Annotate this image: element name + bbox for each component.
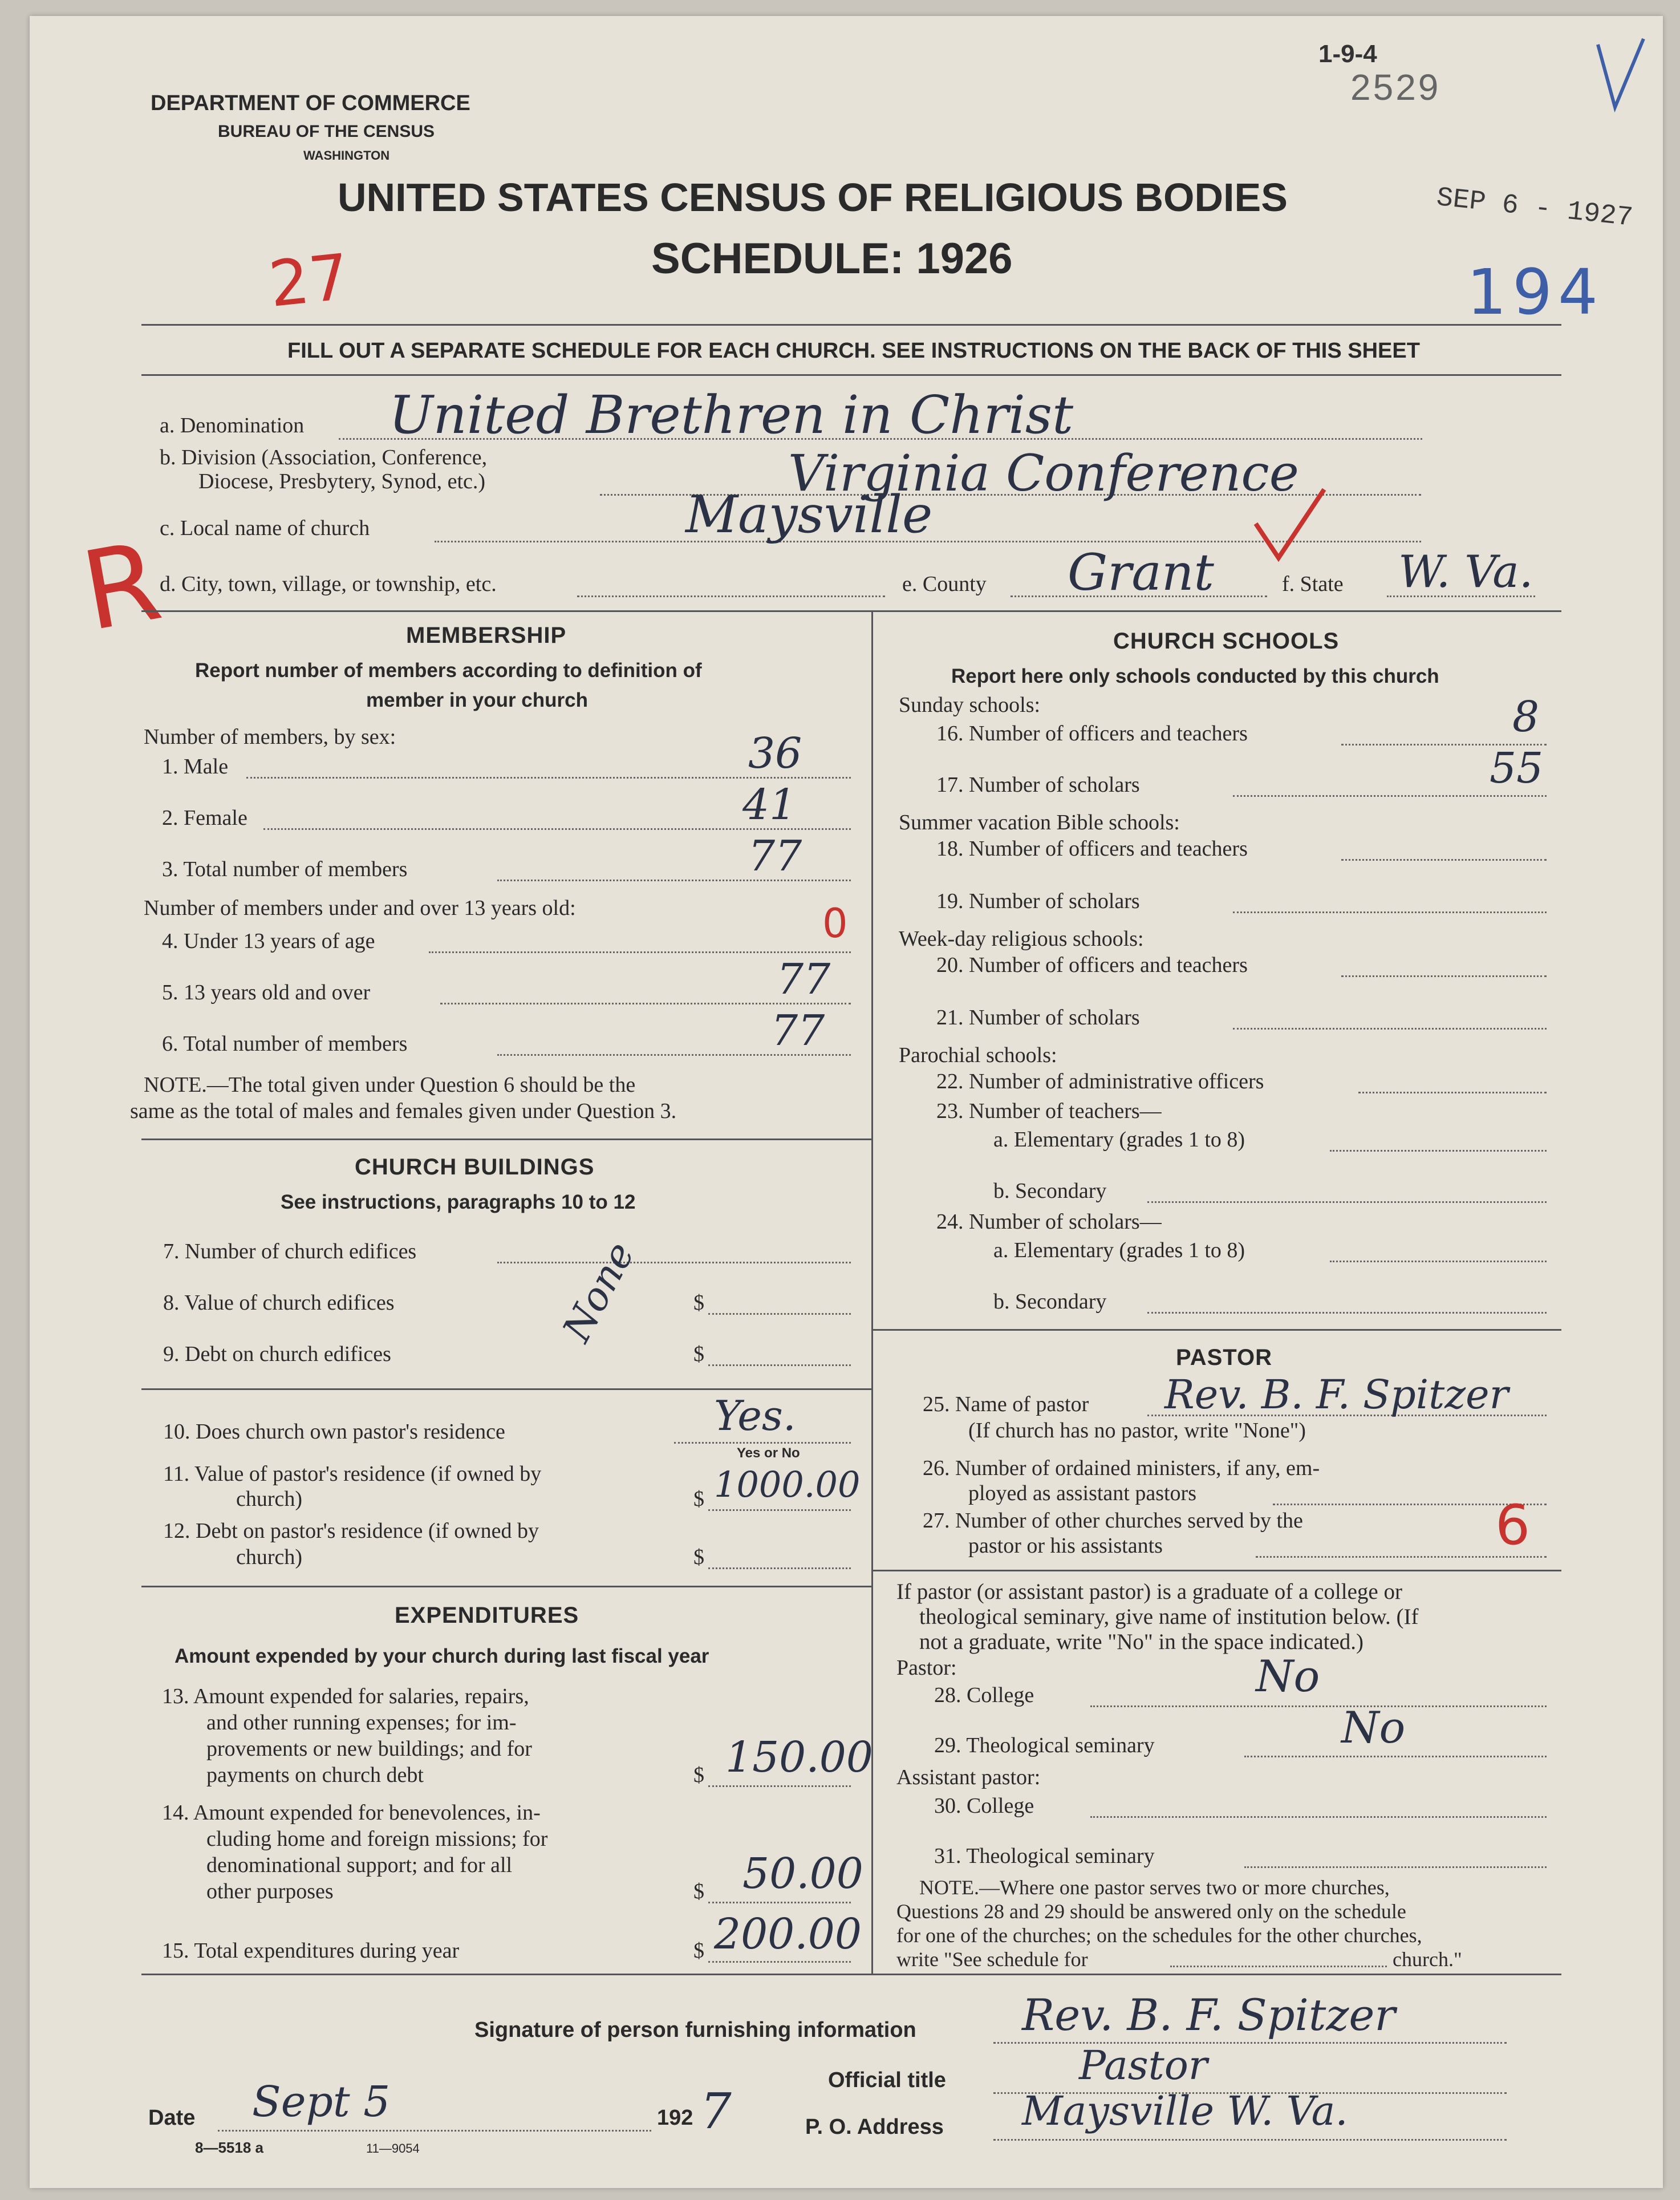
q8-dollar: $ xyxy=(693,1291,704,1315)
q13-line xyxy=(708,1785,851,1787)
q11-label-line1: 11. Value of pastor's residence (if owned by xyxy=(163,1462,542,1486)
q29-value: No xyxy=(1341,1702,1406,1753)
q2-value: 41 xyxy=(742,780,797,829)
divider-residence xyxy=(141,1388,871,1390)
graduate-instruction-line2: theological seminary, give name of institution below. (If xyxy=(919,1605,1419,1629)
expenditures-title: EXPENDITURES xyxy=(395,1603,579,1628)
q18-line xyxy=(1341,859,1547,861)
membership-title: MEMBERSHIP xyxy=(406,623,567,648)
separate-schedule-instruction: FILL OUT A SEPARATE SCHEDULE FOR EACH CHURCH. SEE INSTRUCTIONS ON THE BACK OF THIS SHEET xyxy=(287,339,1420,363)
county-value: Grant xyxy=(1068,543,1214,602)
sunday-schools-label: Sunday schools: xyxy=(899,693,1041,717)
q31-line xyxy=(1244,1866,1547,1868)
members-by-age-label: Number of members under and over 13 years old: xyxy=(144,896,576,920)
divider-top xyxy=(141,324,1561,326)
q9-line xyxy=(708,1364,851,1366)
q12-label-line1: 12. Debt on pastor's residence (if owned by xyxy=(163,1519,539,1543)
divider-buildings xyxy=(141,1139,871,1140)
pastor-note-line2: Questions 28 and 29 should be answered only on the schedule xyxy=(896,1900,1406,1923)
q27-label-line2: pastor or his assistants xyxy=(968,1534,1163,1558)
q23b-line xyxy=(1147,1201,1547,1203)
q24a-label: a. Elementary (grades 1 to 8) xyxy=(993,1238,1245,1262)
q15-label: 15. Total expenditures during year xyxy=(162,1939,460,1963)
divider-expenditures xyxy=(141,1586,871,1587)
pastor-note-line4a: write "See schedule for xyxy=(896,1948,1088,1971)
bureau-name: BUREAU OF THE CENSUS xyxy=(218,122,435,141)
pastor-subheading: Pastor: xyxy=(896,1656,957,1680)
official-title-label: Official title xyxy=(828,2068,946,2092)
print-code: 11—9054 xyxy=(366,2141,420,2156)
q29-label: 29. Theological seminary xyxy=(934,1733,1155,1757)
q19-line xyxy=(1233,911,1547,913)
yes-or-no-hint: Yes or No xyxy=(737,1445,800,1461)
assistant-pastor-subheading: Assistant pastor: xyxy=(896,1765,1041,1789)
q3-value: 77 xyxy=(748,832,802,881)
q28-line xyxy=(1090,1705,1547,1707)
form-title: UNITED STATES CENSUS OF RELIGIOUS BODIES xyxy=(338,175,1288,220)
margin-number-194: 194 xyxy=(1467,256,1604,329)
q12-line xyxy=(708,1567,851,1569)
q21-line xyxy=(1233,1028,1547,1030)
q13-label-line3: provements or new buildings; and for xyxy=(206,1737,532,1761)
q10-label: 10. Does church own pastor's residence xyxy=(163,1420,505,1444)
q20-label: 20. Number of officers and teachers xyxy=(936,953,1248,977)
graduate-instruction-line1: If pastor (or assistant pastor) is a graduate of a college or xyxy=(896,1579,1402,1604)
membership-note-line2: same as the total of males and females given under Question 3. xyxy=(130,1099,677,1123)
census-schedule-sheet xyxy=(30,16,1663,2188)
q5-value: 77 xyxy=(777,955,831,1004)
q1-label: 1. Male xyxy=(162,755,229,779)
q14-value: 50.00 xyxy=(742,1849,863,1898)
form-code: 8—5518 a xyxy=(195,2139,263,2156)
date-value: Sept 5 xyxy=(252,2077,391,2126)
official-title-value: Pastor xyxy=(1079,2042,1208,2089)
q30-line xyxy=(1090,1816,1547,1818)
q15-value: 200.00 xyxy=(714,1910,862,1959)
divider-sections xyxy=(141,610,1561,612)
q29-line xyxy=(1244,1756,1547,1757)
q27-value: 6 xyxy=(1495,1493,1531,1557)
buildings-title: CHURCH BUILDINGS xyxy=(355,1154,595,1180)
local-name-value: Maysville xyxy=(685,485,933,545)
q26-label-line1: 26. Number of ordained ministers, if any, em- xyxy=(923,1456,1320,1480)
q4-line xyxy=(429,951,851,953)
q4-label: 4. Under 13 years of age xyxy=(162,929,375,953)
check-mark-icon xyxy=(1592,33,1649,113)
po-address-value: Maysville W. Va. xyxy=(1022,2088,1348,2134)
margin-number-27: 27 xyxy=(265,240,353,321)
division-value: Virginia Conference xyxy=(788,444,1299,503)
q8-line xyxy=(708,1313,851,1315)
q27-label-line1: 27. Number of other churches served by the xyxy=(923,1509,1303,1533)
q26-label-line2: ployed as assistant pastors xyxy=(968,1481,1197,1505)
pastor-note-line1: NOTE.—Where one pastor serves two or more churches, xyxy=(919,1876,1390,1899)
q7-line xyxy=(497,1262,851,1263)
q18-label: 18. Number of officers and teachers xyxy=(936,837,1248,861)
q12-label-line2: church) xyxy=(236,1545,303,1569)
parochial-schools-label: Parochial schools: xyxy=(899,1043,1057,1067)
q11-dollar: $ xyxy=(693,1487,704,1511)
received-date-stamp: SEP 6 - 1927 xyxy=(1435,183,1634,234)
division-label-line1: b. Division (Association, Conference, xyxy=(160,445,488,469)
county-label: e. County xyxy=(902,572,987,596)
q1-value: 36 xyxy=(748,729,802,778)
q22-line xyxy=(1358,1092,1547,1093)
q13-label-line1: 13. Amount expended for salaries, repairs, xyxy=(162,1684,529,1708)
q2-label: 2. Female xyxy=(162,806,247,830)
q14-dollar: $ xyxy=(693,1879,704,1903)
q23b-label: b. Secondary xyxy=(993,1179,1107,1203)
divider-pastor xyxy=(871,1329,1561,1331)
divider-footer xyxy=(141,1974,1561,1975)
q14-label-line1: 14. Amount expended for benevolences, in- xyxy=(162,1801,541,1825)
q14-label-line4: other purposes xyxy=(206,1879,334,1903)
q28-label: 28. College xyxy=(934,1683,1034,1707)
summer-schools-label: Summer vacation Bible schools: xyxy=(899,811,1180,834)
q30-label: 30. College xyxy=(934,1794,1034,1818)
division-label-line2: Diocese, Presbytery, Synod, etc.) xyxy=(198,469,486,493)
q6-label: 6. Total number of members xyxy=(162,1032,408,1056)
state-value: W. Va. xyxy=(1398,546,1533,598)
membership-subtitle-line1: Report number of members according to definition of xyxy=(195,659,702,682)
graduate-instruction-line3: not a graduate, write "No" in the space indicated.) xyxy=(919,1630,1364,1654)
expenditures-subtitle: Amount expended by your church during last fiscal year xyxy=(175,1645,709,1667)
membership-note-line1: NOTE.—The total given under Question 6 should be the xyxy=(144,1073,636,1097)
q28-value: No xyxy=(1256,1651,1320,1701)
q11-line xyxy=(708,1509,851,1511)
q24b-label: b. Secondary xyxy=(993,1290,1107,1314)
q9-label: 9. Debt on church edifices xyxy=(163,1342,391,1366)
pastor-note-line4b: church." xyxy=(1393,1948,1462,1971)
department-name: DEPARTMENT OF COMMERCE xyxy=(151,91,470,115)
year-value: 7 xyxy=(700,2083,732,2140)
local-name-label: c. Local name of church xyxy=(160,516,370,540)
q15-dollar: $ xyxy=(693,1939,704,1963)
q24a-line xyxy=(1330,1261,1547,1262)
q17-line xyxy=(1233,795,1547,797)
divider-instruction xyxy=(141,374,1561,376)
weekday-schools-label: Week-day religious schools: xyxy=(899,927,1144,951)
red-check-icon xyxy=(1250,484,1330,564)
q13-label-line4: payments on church debt xyxy=(206,1763,424,1787)
q3-label: 3. Total number of members xyxy=(162,857,408,881)
q11-label-line2: church) xyxy=(236,1487,303,1511)
q14-label-line3: denominational support; and for all xyxy=(206,1853,513,1877)
schools-title: CHURCH SCHOOLS xyxy=(1113,629,1340,654)
schools-subtitle: Report here only schools conducted by this church xyxy=(951,665,1439,687)
q5-label: 5. 13 years old and over xyxy=(162,981,371,1004)
q11-value: 1000.00 xyxy=(714,1464,861,1505)
buildings-none-value: None xyxy=(554,1235,644,1350)
po-address-label: P. O. Address xyxy=(805,2115,944,2139)
signature-line xyxy=(993,2042,1507,2044)
schedule-title: SCHEDULE: 1926 xyxy=(651,234,1013,283)
stamp-number: 2529 xyxy=(1350,67,1441,108)
date-line xyxy=(218,2130,651,2132)
bureau-city: WASHINGTON xyxy=(303,148,390,163)
state-label: f. State xyxy=(1282,572,1344,596)
q16-label: 16. Number of officers and teachers xyxy=(936,722,1248,746)
q12-dollar: $ xyxy=(693,1545,704,1569)
q23-label: 23. Number of teachers— xyxy=(936,1099,1162,1123)
q16-value: 8 xyxy=(1512,692,1540,742)
buildings-subtitle: See instructions, paragraphs 10 to 12 xyxy=(281,1191,636,1213)
q22-label: 22. Number of administrative officers xyxy=(936,1069,1264,1093)
q10-line xyxy=(674,1442,851,1444)
q25-value: Rev. B. F. Spitzer xyxy=(1164,1371,1509,1418)
city-line xyxy=(577,595,885,597)
signature-label: Signature of person furnishing information xyxy=(474,2018,916,2042)
q7-label: 7. Number of church edifices xyxy=(163,1239,417,1263)
q19-label: 19. Number of scholars xyxy=(936,889,1140,913)
q25-label: 25. Name of pastor xyxy=(923,1392,1089,1416)
q24-label: 24. Number of scholars— xyxy=(936,1210,1162,1234)
q13-value: 150.00 xyxy=(725,1733,873,1782)
divider-graduate xyxy=(871,1570,1561,1571)
membership-subtitle-line2: member in your church xyxy=(366,689,588,711)
q21-label: 21. Number of scholars xyxy=(936,1006,1140,1030)
q4-value: 0 xyxy=(822,900,848,947)
pastor-note-line3: for one of the churches; on the schedules for the other churches, xyxy=(896,1924,1422,1947)
q24b-line xyxy=(1147,1312,1547,1314)
q13-label-line2: and other running expenses; for im- xyxy=(206,1711,517,1735)
q6-value: 77 xyxy=(771,1006,825,1055)
po-address-line xyxy=(993,2139,1507,2141)
q10-value: Yes. xyxy=(714,1392,796,1440)
q20-line xyxy=(1341,975,1547,977)
q13-dollar: $ xyxy=(693,1763,704,1787)
q8-label: 8. Value of church edifices xyxy=(163,1291,395,1315)
q23a-line xyxy=(1330,1150,1547,1152)
q17-label: 17. Number of scholars xyxy=(936,773,1140,797)
margin-letter-r: R xyxy=(73,518,170,655)
pastor-title: PASTOR xyxy=(1176,1345,1272,1370)
denomination-label: a. Denomination xyxy=(160,414,305,437)
q14-line xyxy=(708,1902,851,1903)
q9-dollar: $ xyxy=(693,1342,704,1366)
year-prefix: 192 xyxy=(657,2106,693,2130)
denomination-value: United Brethren in Christ xyxy=(389,384,1074,445)
file-code: 1-9-4 xyxy=(1318,40,1377,68)
q14-label-line2: cluding home and foreign missions; for xyxy=(206,1827,548,1851)
q25-note: (If church has no pastor, write "None") xyxy=(968,1419,1306,1443)
q15-line xyxy=(708,1961,851,1963)
q17-value: 55 xyxy=(1490,744,1544,793)
pastor-note-line xyxy=(1170,1966,1387,1967)
q23a-label: a. Elementary (grades 1 to 8) xyxy=(993,1128,1245,1152)
q31-label: 31. Theological seminary xyxy=(934,1844,1155,1868)
signature-value: Rev. B. F. Spitzer xyxy=(1022,1990,1395,2040)
members-by-sex-label: Number of members, by sex: xyxy=(144,725,396,749)
date-label: Date xyxy=(148,2106,196,2130)
city-label: d. City, town, village, or township, etc. xyxy=(160,572,497,596)
